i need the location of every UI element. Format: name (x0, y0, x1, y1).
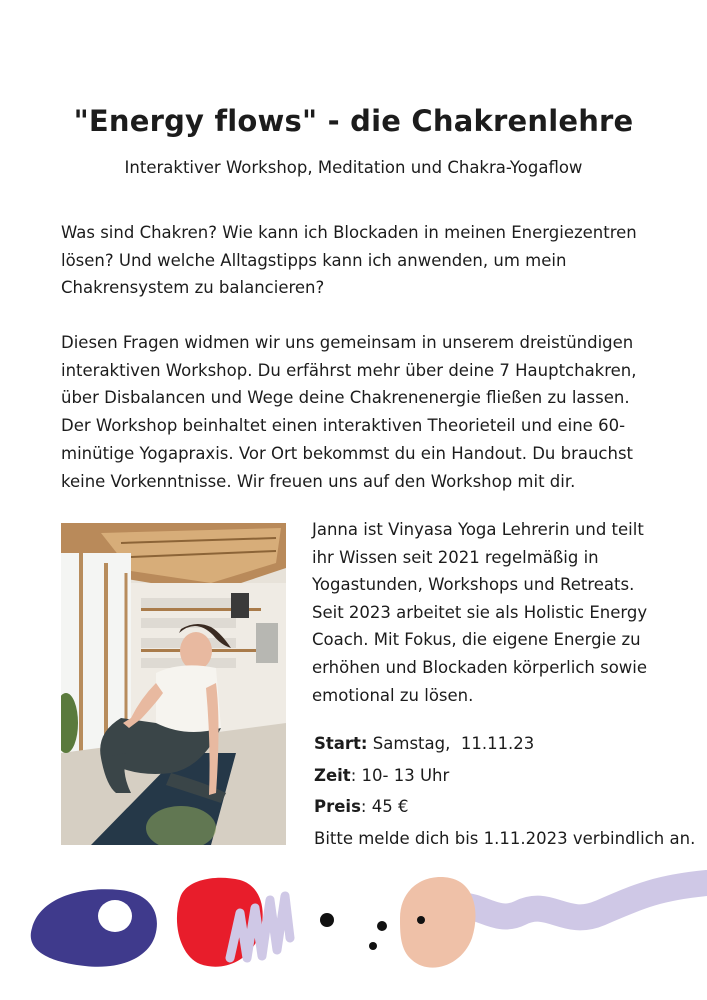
peach-blob-shape (400, 877, 476, 968)
details-paragraph: Diesen Fragen widmen wir uns gemeinsam in unserem dreistündigen interaktiven Workshop. Du erfährst mehr über deine 7 Hauptchakren, über Disbalancen und Wege deine Chakrenenergie fließen zu lassen. Der Workshop beinhaltet einen interaktiven Theorieteil und eine 60- minütige Yogapraxis. Vor Ort bekommst du ein Handout. Du brauchst keine Vorkenntnisse. Wir freuen uns auf den Workshop mit dir. (61, 333, 637, 491)
instructor-photo (61, 523, 286, 845)
navy-blob-shape (31, 889, 157, 967)
decorative-shapes (0, 858, 707, 1000)
intro-paragraph: Was sind Chakren? Wie kann ich Blockaden in meinen Energiezentren lösen? Und welche Alltagstipps kann ich anwenden, um mein Chakrensystem zu balancieren? (61, 223, 637, 298)
time-label: Zeit (314, 765, 351, 785)
start-label: Start: (314, 734, 368, 753)
page-title: "Energy flows" - die Chakrenlehre (73, 104, 634, 138)
time-row (314, 760, 704, 792)
start-value: Samstag, 11.11.23 (372, 734, 535, 753)
yoga-studio-illustration (61, 523, 286, 845)
price-label: Preis (314, 797, 361, 816)
event-facts (314, 728, 704, 854)
lavender-wave-shape (440, 883, 707, 917)
price-value: : 45 € (360, 797, 409, 816)
time-value: : 10- 13 Uhr (350, 765, 450, 785)
page-subtitle: Interaktiver Workshop, Meditation und Chakra-Yogaflow (124, 158, 583, 177)
black-dot-shape (417, 916, 425, 924)
registration-note: Bitte melde dich bis 1.11.2023 verbindlich an. (314, 828, 696, 848)
black-dot-shape (369, 942, 377, 950)
price-row (314, 791, 704, 823)
black-dot-shape (320, 913, 334, 927)
instructor-bio: Janna ist Vinyasa Yoga Lehrerin und teilt ihr Wissen seit 2021 regelmäßig in Yogastunden, Workshops und Retreats. Seit 2023 arbeitet sie als Holistic Energy Coach. Mit Fokus, die eigene Energie zu erhöhen und Blockaden körperlich sowie emotional zu lösen. (312, 520, 648, 705)
navy-blob-hole (98, 900, 132, 932)
black-dot-shape (377, 921, 387, 931)
start-row (314, 728, 704, 760)
